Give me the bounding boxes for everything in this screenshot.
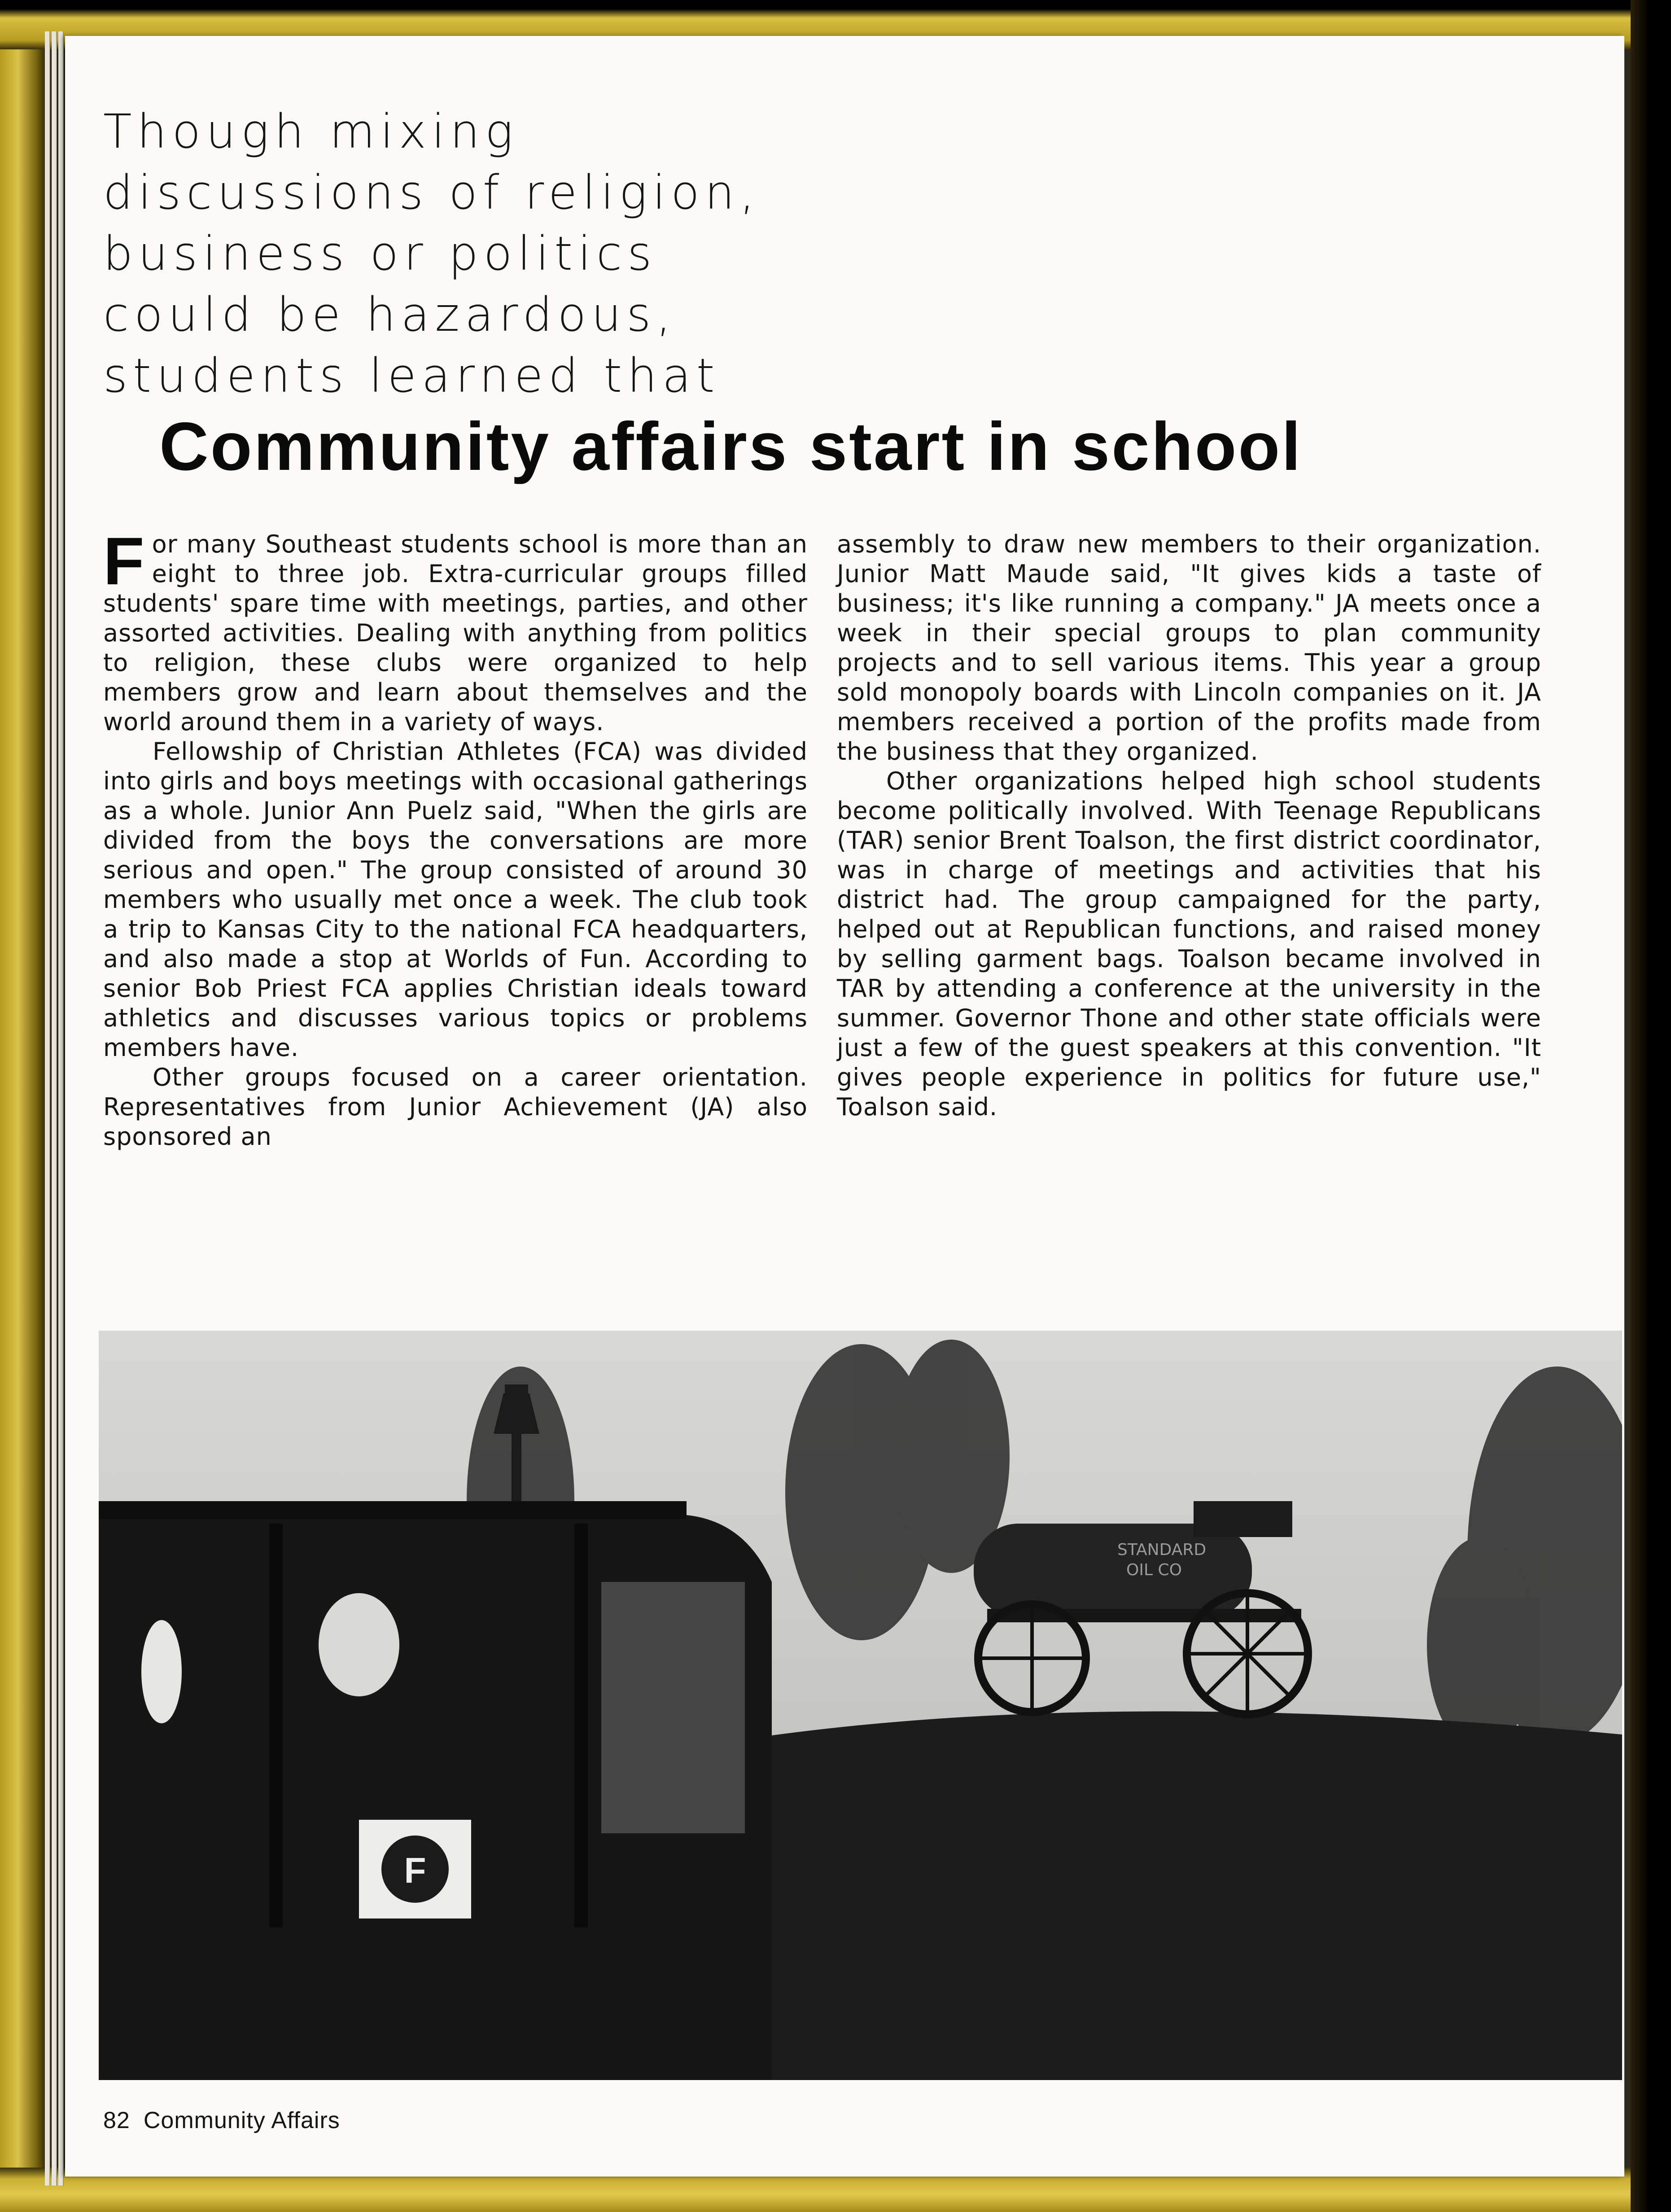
deck-line: could be hazardous, — [103, 287, 677, 342]
wagon-sign-line-1: STANDARD — [1117, 1541, 1207, 1559]
page-stack-edge — [45, 31, 50, 2186]
deck-line: Though mixing — [103, 104, 519, 159]
deck-text — [103, 101, 911, 406]
photo-antique-car-and-oil-wagon — [99, 1331, 1622, 2080]
deck-line: business or politics — [103, 226, 657, 281]
article-paragraph: Fellowship of Christian Athletes (FCA) was divided into girls and boys meetings with occasional gatherings as a whole. Junior Ann Puelz said, "When the girls are divided from the boys the conversations are more serious and open." The group consisted of around 30 members who usually met once a week. The club took a trip to Kansas City to the national FCA headquarters, and also made a stop at Worlds of Fun. According to senior Bob Priest FCA applies Christian ideals toward athletics and discusses various topics or problems members have. — [103, 737, 808, 1062]
article-paragraph — [103, 523, 808, 737]
article-paragraph: Other groups focused on a career orientation. Representatives from Junior Achievement (JA) also sponsored an — [103, 1063, 808, 1151]
deck-line: students learned that — [103, 348, 720, 403]
antique-car — [99, 1501, 772, 2080]
article-paragraph: Other organizations helped high school students become politically involved. With Teenage Republicans (TAR) senior Brent Toalson, the first district coordinator, was in charge of meetings and activities that his district had. The group campaigned for the party, helped out at Republican functions, and raised money by selling garment bags. Toalson became involved in TAR by attending a conference at the university in the summer. Governor Thone and other state officials were just a few of the guest speakers at this convention. "It gives people experience in politics for future use," Toalson said. — [837, 767, 1541, 1121]
article-paragraph: assembly to draw new members to their organization. Junior Matt Maude said, "It gives kids a taste of business; it's like running a company." JA meets once a week in their special groups to plan community projects and to sell various items. This year a group sold monopoly boards with Lincoln companies on it. JA members received a portion of the profits made from the business that they organized. — [837, 530, 1541, 766]
article-paragraph-text: or many Southeast students school is more than an eight to three job. Extra-curricular groups filled students' spare time with meetings, parties, and other assorted activities. Dealing with anything from politics to religion, these clubs were organized to help members grow and learn about themselves and the world around them in a variety of ways. — [103, 530, 808, 736]
article-column-left — [103, 523, 808, 1152]
page-stack-edge — [52, 31, 57, 2186]
article-column-right — [837, 530, 1541, 1122]
wagon-sign-line-2: OIL CO — [1126, 1561, 1182, 1579]
headline: Community affairs start in school — [159, 408, 1303, 485]
car-emblem: F — [404, 1850, 426, 1890]
deck-line: discussions of religion, — [103, 165, 760, 220]
drop-cap: F — [103, 523, 145, 599]
cover-right-edge — [1631, 0, 1671, 2212]
photo-illustration — [99, 1331, 1622, 2080]
page-number: 82 — [103, 2107, 130, 2133]
page-footer — [103, 2107, 340, 2134]
page-stack-edge — [58, 31, 64, 2186]
section-name: Community Affairs — [143, 2107, 340, 2133]
